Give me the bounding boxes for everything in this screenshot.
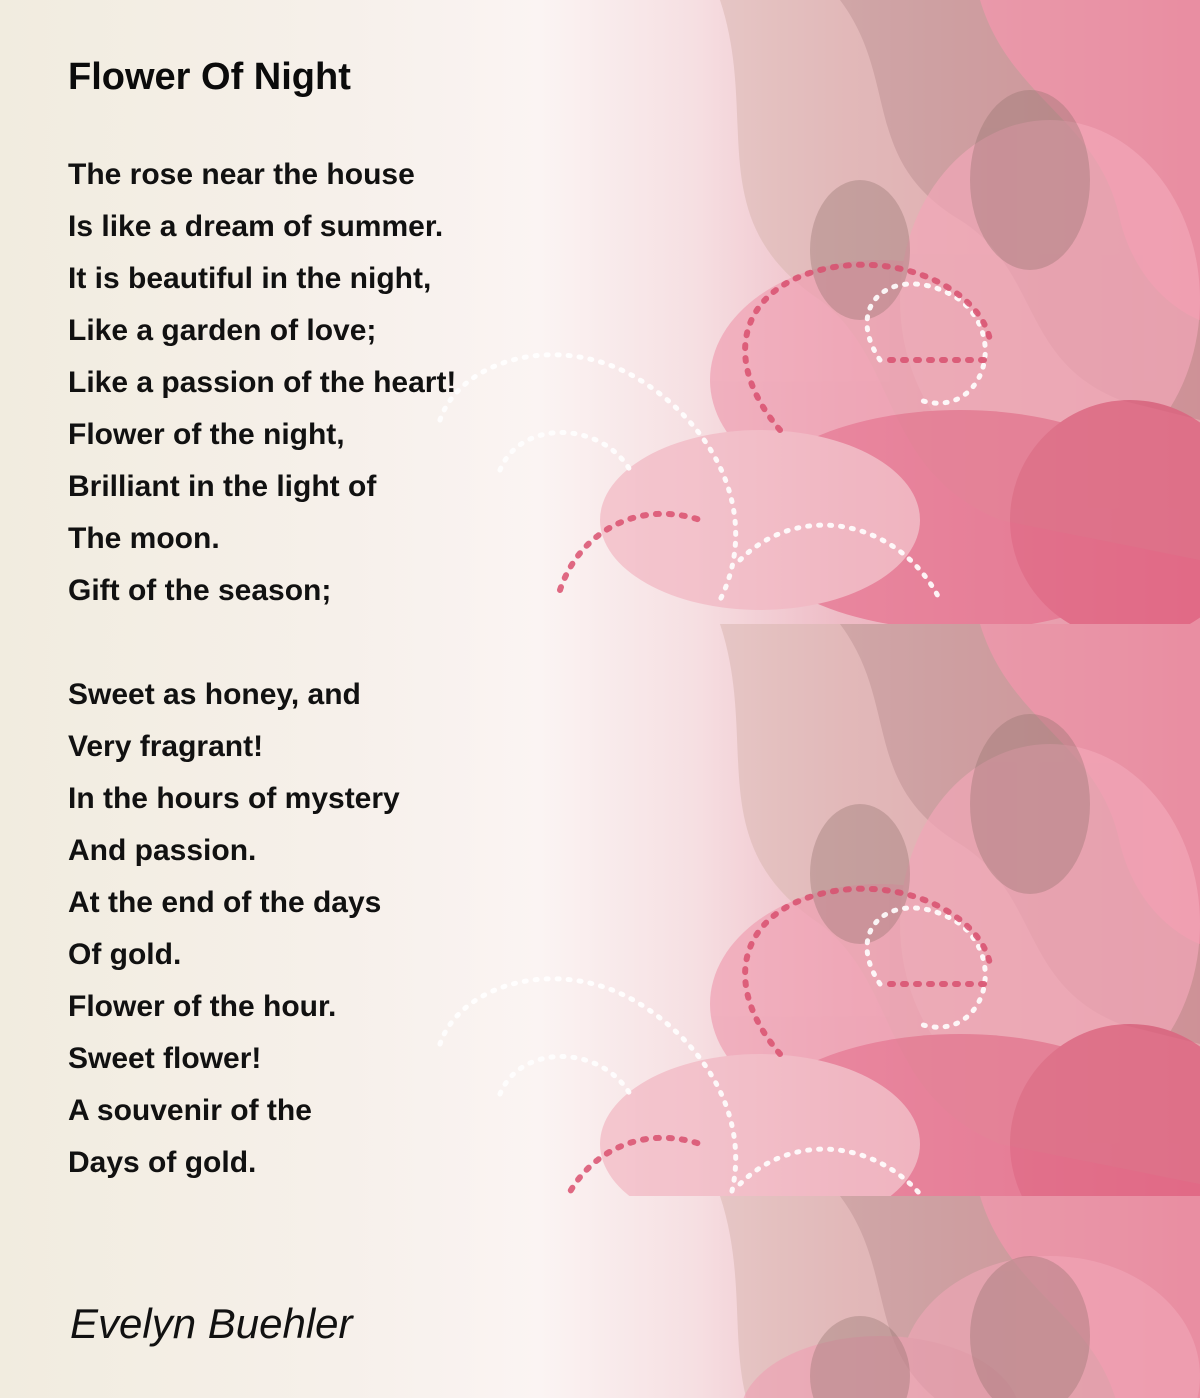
poem-line: Like a garden of love; — [68, 314, 377, 347]
poem-line: And passion. — [68, 834, 257, 867]
poem-author: Evelyn Buehler — [70, 1300, 353, 1347]
poem-stanza — [68, 669, 400, 1189]
poem-line: Gift of the season; — [68, 574, 332, 607]
poem-title: Flower Of Night — [68, 56, 351, 98]
poem-line: A souvenir of the — [68, 1094, 312, 1127]
poem-line: At the end of the days — [68, 886, 382, 919]
poem-line: It is beautiful in the night, — [68, 262, 432, 295]
poem-line: Brilliant in the light of — [68, 470, 377, 503]
poem-line: Very fragrant! — [68, 730, 264, 763]
poem-line: Of gold. — [68, 938, 182, 971]
poem-line: The rose near the house — [68, 158, 415, 191]
poem-line: The moon. — [68, 522, 220, 555]
poem-line: In the hours of mystery — [68, 782, 400, 815]
poem-line: Sweet flower! — [68, 1042, 262, 1075]
poem-stanza — [68, 149, 456, 617]
poem-line: Like a passion of the heart! — [68, 366, 457, 399]
poem-line: Sweet as honey, and — [68, 678, 361, 711]
poem-line: Flower of the night, — [68, 418, 345, 451]
poem-line: Is like a dream of summer. — [68, 210, 444, 243]
poem-line: Days of gold. — [68, 1146, 257, 1179]
poem-line: Flower of the hour. — [68, 990, 337, 1023]
